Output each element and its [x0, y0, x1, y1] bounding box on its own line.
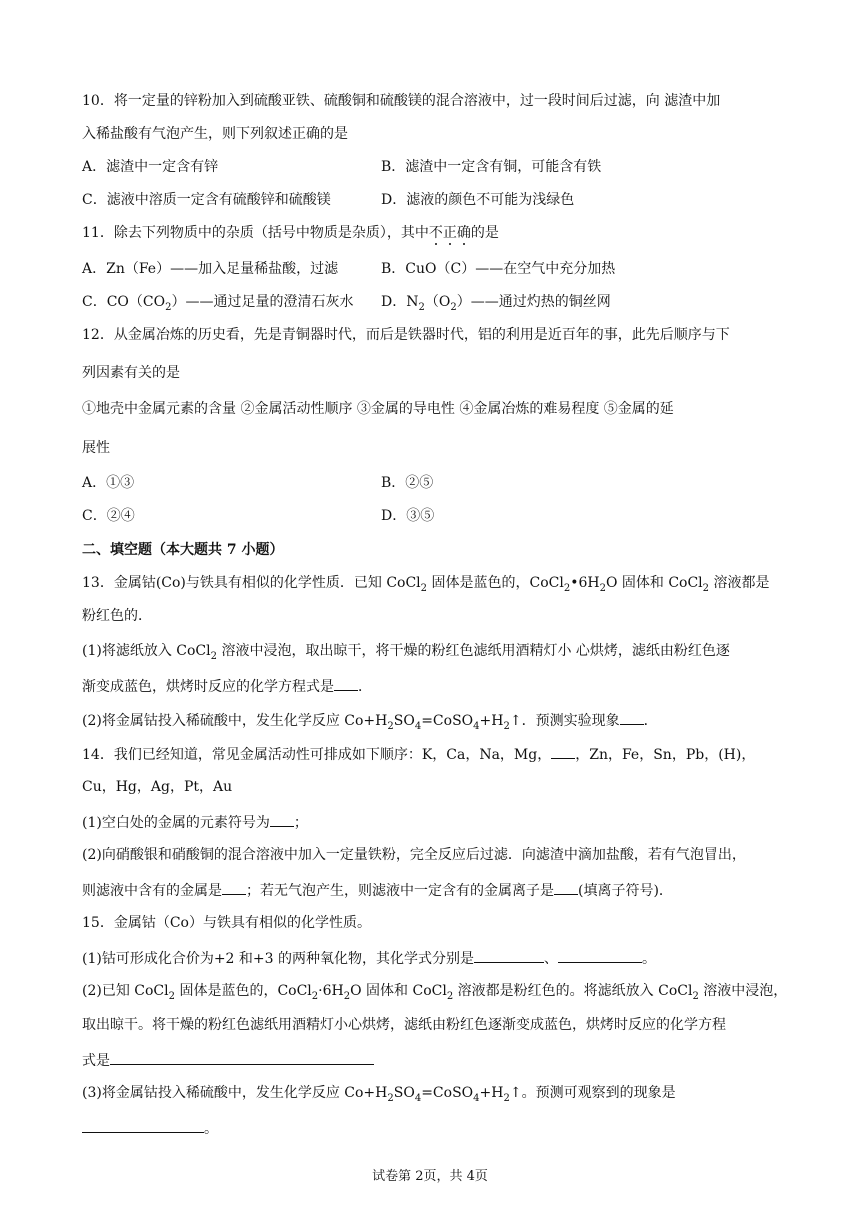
q13-line1 [82, 574, 770, 592]
subscript: 2 [446, 990, 454, 1002]
text: ． [643, 713, 658, 729]
text: O 固体和 CoCl [350, 983, 447, 999]
q11-option-c [82, 293, 353, 311]
text: =CoSO [421, 713, 474, 729]
subscript: 2 [210, 650, 217, 662]
subscript: 4 [473, 720, 480, 732]
text: •6H [570, 575, 600, 591]
section-heading: 二、填空题（本大题共 7 小题） [82, 542, 284, 558]
subscript: 2 [387, 1092, 394, 1104]
text: ↑。预测可观察到的现象是 [509, 1085, 676, 1101]
text: (1)将滤纸放入 CoCl [82, 643, 211, 659]
q14-part1 [82, 812, 308, 832]
q15-part2-cont: 取出晾干。将干燥的粉红色滤纸用酒精灯小心烘烤，滤纸由粉红色逐渐变成蓝色，烘烤时反应的化学方程 [82, 1017, 726, 1033]
q14-part2: (2)向硝酸银和硝酸铜的混合溶液中加入一定量铁粉，完全反应后过滤．向滤渣中滴加盐酸，若有气泡冒出， [82, 847, 746, 863]
page-footer: 试卷第 2页，共 4页 [372, 1169, 488, 1184]
text: 。 [642, 951, 657, 967]
text: C．CO（CO [82, 294, 166, 310]
text: ． [358, 679, 372, 695]
text: 则滤液中含有的金属是 [82, 883, 222, 899]
answer-blank[interactable] [551, 744, 575, 759]
text: ）——通过足量的澄清石灰水 [171, 294, 354, 310]
text: SO [393, 713, 415, 729]
q12-factors-cont: 展性 [82, 440, 110, 456]
q10-option-a: A．滤渣中一定含有锌 [82, 159, 219, 175]
text: 溶液中浸泡， [698, 983, 788, 999]
q12-option-d: D．③⑤ [381, 508, 435, 524]
q13-part1-cont [82, 676, 372, 696]
answer-blank[interactable] [222, 880, 246, 895]
text: ）——通过灼热的铜丝网 [456, 294, 611, 310]
text: 溶液都是 [709, 575, 770, 591]
text: (填离子符号)． [578, 883, 673, 899]
subscript: 2 [599, 582, 606, 594]
q12-factors: ①地壳中金属元素的含量 ②金属活动性顺序 ③金属的导电性 ④金属冶炼的难易程度 ⑤金属的延 [82, 401, 674, 417]
text: 14．我们已经知道，常见金属活动性可排成如下顺序：K，Ca，Na，Mg， [82, 747, 552, 763]
text: ·6H [318, 983, 344, 999]
subscript: 2 [168, 990, 175, 1002]
text: 溶液都是粉红色的。将滤纸放入 CoCl [453, 983, 693, 999]
q13-line2: 粉红色的． [82, 608, 152, 624]
text: ，Zn，Fe，Sn，Pb，(H)， [575, 747, 756, 763]
answer-blank[interactable] [334, 676, 358, 691]
subscript: 2 [563, 582, 571, 594]
q11-stem [82, 224, 499, 242]
subscript: 4 [414, 720, 422, 732]
q12-option-b: B．②⑤ [381, 475, 434, 491]
subscript: 2 [450, 301, 457, 313]
text: ↑．预测实验现象 [509, 713, 620, 729]
q15-part3-answer [82, 1118, 218, 1138]
text: 13．金属钴(Co)与铁具有相似的化学性质．已知 CoCl [82, 575, 421, 591]
answer-blank[interactable] [270, 812, 294, 827]
subscript: 2 [311, 990, 319, 1002]
q11-emphasis-char: 确 [456, 225, 471, 241]
text: （O [424, 294, 451, 310]
q10-option-b: B．滤渣中一定含有铜，可能含有铁 [381, 159, 602, 175]
text: 固体是蓝色的，CoCl [175, 983, 312, 999]
q12-stem-line1: 12．从金属冶炼的历史看，先是青铜器时代，而后是铁器时代，铝的利用是近百年的事，此先后顺序与下 [82, 327, 730, 343]
q13-part2 [82, 710, 658, 730]
answer-blank[interactable] [620, 710, 644, 725]
text: ； [293, 815, 308, 831]
subscript: 2 [165, 301, 172, 313]
q11-emphasis-char: 正 [442, 225, 457, 241]
text: (1)钴可形成化合价为+2 和+3 的两种氧化物，其化学式分别是 [82, 951, 475, 967]
subscript: 4 [473, 1092, 480, 1104]
q10-stem-line1: 10．将一定量的锌粉加入到硫酸亚铁、硫酸铜和硫酸镁的混合溶液中，过一段时间后过滤，向 滤渣中加 [82, 93, 721, 109]
q12-option-a: A．①③ [82, 475, 135, 491]
answer-blank[interactable] [558, 948, 642, 963]
q12-stem-line2: 列因素有关的是 [82, 365, 180, 381]
subscript: 4 [414, 1092, 422, 1104]
q10-option-d: D．滤液的颜色不可能为浅绿色 [381, 192, 575, 208]
subscript: 2 [692, 990, 699, 1002]
text: SO [393, 1085, 415, 1101]
q13-part1 [82, 642, 730, 660]
subscript: 2 [503, 1092, 510, 1104]
text: (2)已知 CoCl [82, 983, 169, 999]
text: (3)将金属钴投入稀硫酸中，发生化学反应 Co+H [82, 1085, 388, 1101]
text: D．N [381, 294, 419, 310]
q14-line2: Cu，Hg，Ag，Pt，Au [82, 779, 233, 795]
text: O 固体和 CoCl [605, 575, 703, 591]
answer-blank[interactable] [82, 1118, 204, 1133]
q10-stem-line2: 入稀盐酸有气泡产生，则下列叙述正确的是 [82, 126, 348, 142]
q12-option-c: C．②④ [82, 508, 135, 524]
text: ；若无气泡产生，则滤液中一定含有的金属离子是 [246, 883, 554, 899]
text: 、 [544, 951, 559, 967]
text: 固体是蓝色的，CoCl [427, 575, 564, 591]
subscript: 2 [503, 720, 510, 732]
text: 溶液中浸泡，取出晾干，将干燥的粉红色滤纸用酒精灯小 心烘烤，滤纸由粉红色逐 [217, 643, 730, 659]
text: 。 [204, 1121, 218, 1137]
text: (2)将金属钴投入稀硫酸中，发生化学反应 Co+H [82, 713, 388, 729]
subscript: 2 [418, 301, 425, 313]
text: +H [479, 1085, 504, 1101]
subscript: 2 [702, 582, 710, 594]
q11-stem-text: 11．除去下列物质中的杂质（括号中物质是杂质），其中 [82, 225, 429, 241]
answer-blank[interactable] [554, 880, 578, 895]
subscript: 2 [420, 582, 428, 594]
subscript: 2 [387, 720, 394, 732]
text: 式是 [82, 1053, 110, 1069]
q15-part3 [82, 1084, 676, 1102]
q15-part1 [82, 948, 656, 968]
q15-part2-answer [82, 1050, 374, 1070]
text: =CoSO [421, 1085, 474, 1101]
q10-option-c: C．滤液中溶质一定含有硫酸锌和硫酸镁 [82, 192, 331, 208]
q14-line1 [82, 744, 755, 764]
subscript: 2 [343, 990, 351, 1002]
q11-option-a: A．Zn（Fe）——加入足量稀盐酸，过滤 [82, 261, 339, 277]
q11-emphasis-char: 不 [428, 225, 443, 241]
q14-part2-cont [82, 880, 673, 900]
q15-part2 [82, 982, 787, 1000]
answer-blank[interactable] [110, 1050, 374, 1065]
text: (1)空白处的金属的元素符号为 [82, 815, 270, 831]
q11-option-d [381, 293, 611, 311]
text: 渐变成蓝色，烘烤时反应的化学方程式是 [82, 679, 334, 695]
text: +H [479, 713, 504, 729]
q11-option-b: B．CuO（C）——在空气中充分加热 [381, 261, 616, 277]
q11-stem-tail: 的是 [470, 225, 499, 241]
q15-stem: 15．金属钴（Co）与铁具有相似的化学性质。 [82, 915, 371, 931]
answer-blank[interactable] [474, 948, 544, 963]
